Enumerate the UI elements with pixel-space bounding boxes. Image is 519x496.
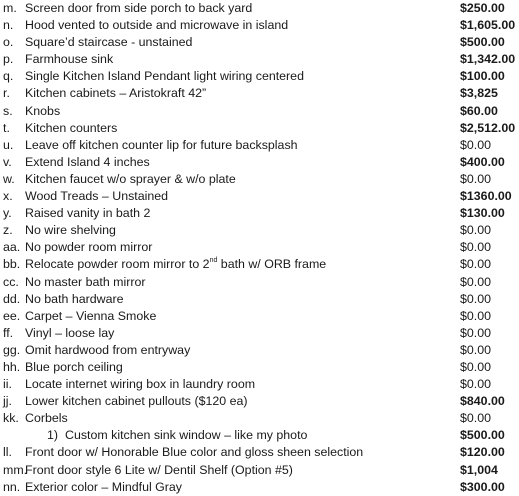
- item-price: $1,605.00: [460, 18, 516, 33]
- item-marker: w.: [3, 171, 15, 186]
- item-description: Kitchen cabinets – Aristokraft 42”: [25, 86, 207, 101]
- list-item: [0, 17, 519, 34]
- item-marker: ff.: [3, 325, 14, 340]
- item-price: $0.00: [460, 342, 492, 357]
- item-price: $1,004: [460, 462, 498, 477]
- list-item: [0, 274, 519, 291]
- item-marker: x.: [3, 189, 13, 204]
- item-price: $0.00: [460, 377, 492, 392]
- item-marker: hh.: [3, 359, 21, 374]
- item-price: $400.00: [460, 154, 505, 169]
- item-price: $0.00: [460, 274, 492, 289]
- item-description: [25, 256, 326, 273]
- item-marker: p.: [3, 52, 14, 67]
- list-item: [0, 359, 519, 376]
- list-item: [0, 51, 519, 68]
- item-price: $0.00: [460, 171, 492, 186]
- list-item: [0, 171, 519, 188]
- item-description: Single Kitchen Island Pendant light wiring centered: [25, 69, 304, 84]
- item-price: $0.00: [460, 359, 492, 374]
- list-item: [0, 0, 519, 17]
- item-price: $0.00: [460, 223, 492, 238]
- item-description: Custom kitchen sink window – like my photo: [65, 428, 308, 443]
- item-marker: ee.: [3, 308, 21, 323]
- list-item: [0, 120, 519, 137]
- item-marker: aa.: [3, 240, 21, 255]
- item-marker: dd.: [3, 291, 21, 306]
- item-price: $250.00: [460, 1, 505, 15]
- item-description-text: bath w/ ORB frame: [217, 257, 327, 272]
- item-price: $3,825: [460, 86, 498, 101]
- list-item: [0, 137, 519, 154]
- list-item: [0, 393, 519, 410]
- item-description: Raised vanity in bath 2: [25, 206, 151, 221]
- list-item: [0, 308, 519, 325]
- item-price: $300.00: [460, 479, 505, 494]
- list-item: [0, 462, 519, 479]
- item-description: Kitchen faucet w/o sprayer & w/o plate: [25, 171, 236, 186]
- item-price: $1,342.00: [460, 52, 516, 67]
- item-description: Front door w/ Honorable Blue color and gloss sheen selection: [25, 445, 364, 460]
- item-price: $1360.00: [460, 189, 512, 204]
- item-marker: q.: [3, 69, 14, 84]
- item-marker: v.: [3, 154, 12, 169]
- item-price: $0.00: [460, 240, 492, 255]
- item-marker: nn.: [3, 479, 21, 494]
- item-description: Screen door from side porch to back yard: [25, 1, 253, 15]
- list-item: [0, 103, 519, 120]
- item-price: $0.00: [460, 325, 492, 340]
- item-description: Vinyl – loose lay: [25, 325, 115, 340]
- item-description: No bath hardware: [25, 291, 124, 306]
- item-marker: y.: [3, 206, 12, 221]
- item-marker: 1): [47, 428, 59, 443]
- item-description-text: Relocate powder room mirror to 2: [25, 257, 210, 272]
- list-item: [0, 85, 519, 102]
- item-marker: ii.: [3, 377, 12, 392]
- list-item: [0, 34, 519, 51]
- list-item: [0, 154, 519, 171]
- item-description: Blue porch ceiling: [25, 359, 123, 374]
- item-description: Lower kitchen cabinet pullouts ($120 ea): [25, 394, 248, 409]
- list-item: [0, 239, 519, 256]
- item-price: $0.00: [460, 308, 492, 323]
- item-price: $500.00: [460, 428, 505, 443]
- item-marker: mm.: [3, 462, 28, 477]
- item-description: Extend Island 4 inches: [25, 154, 150, 169]
- item-marker: z.: [3, 223, 13, 238]
- item-description: Square’d staircase - unstained: [25, 35, 193, 50]
- item-description: Locate internet wiring box in laundry room: [25, 377, 256, 392]
- item-marker: u.: [3, 137, 14, 152]
- item-price: $0.00: [460, 411, 492, 426]
- item-marker: r.: [3, 86, 10, 101]
- list-item: [0, 342, 519, 359]
- item-description: No wire shelving: [25, 223, 116, 238]
- list-item: [0, 410, 519, 427]
- list-item: [0, 68, 519, 85]
- item-marker: n.: [3, 18, 14, 33]
- item-price: $0.00: [460, 257, 492, 272]
- item-marker: jj.: [3, 394, 12, 409]
- item-price: $0.00: [460, 291, 492, 306]
- item-description: Hood vented to outside and microwave in island: [25, 18, 289, 33]
- item-price: $120.00: [460, 445, 505, 460]
- list-item: [0, 325, 519, 342]
- list-item: [0, 222, 519, 239]
- item-marker: o.: [3, 35, 14, 50]
- item-description: No master bath mirror: [25, 274, 146, 289]
- item-marker: ll.: [3, 445, 12, 460]
- item-description: Corbels: [25, 411, 68, 426]
- item-price: $2,512.00: [460, 120, 516, 135]
- item-marker: s.: [3, 103, 13, 118]
- item-marker: gg.: [3, 342, 21, 357]
- item-description: Wood Treads – Unstained: [25, 189, 169, 204]
- list-item: [0, 376, 519, 393]
- list-item: [0, 479, 519, 496]
- list-item: [0, 205, 519, 222]
- item-price: $840.00: [460, 394, 505, 409]
- item-description: Farmhouse sink: [25, 52, 114, 67]
- list-item: [0, 444, 519, 461]
- list-item: [0, 291, 519, 308]
- item-price: $0.00: [460, 137, 492, 152]
- item-marker: bb.: [3, 257, 21, 272]
- ordinal-suffix: nd: [209, 257, 218, 265]
- list-item: [0, 188, 519, 205]
- item-description: Front door style 6 Lite w/ Dentil Shelf (Option #5): [25, 462, 293, 477]
- item-description: Carpet – Vienna Smoke: [25, 308, 157, 323]
- item-marker: kk.: [3, 411, 19, 426]
- item-price: $60.00: [460, 103, 498, 118]
- item-description: Leave off kitchen counter lip for future backsplash: [25, 137, 298, 152]
- item-description: Kitchen counters: [25, 120, 118, 135]
- list-item: [0, 256, 519, 273]
- item-marker: t.: [3, 120, 10, 135]
- item-description: Knobs: [25, 103, 61, 118]
- item-marker: m.: [3, 1, 17, 15]
- item-description: Exterior color – Mindful Gray: [25, 479, 183, 494]
- item-description: Omit hardwood from entryway: [25, 342, 191, 357]
- item-price: $500.00: [460, 35, 505, 50]
- item-description: No powder room mirror: [25, 240, 153, 255]
- item-marker: cc.: [3, 274, 19, 289]
- list-sub-item: [0, 427, 519, 444]
- item-price: $100.00: [460, 69, 505, 84]
- item-price: $130.00: [460, 206, 505, 221]
